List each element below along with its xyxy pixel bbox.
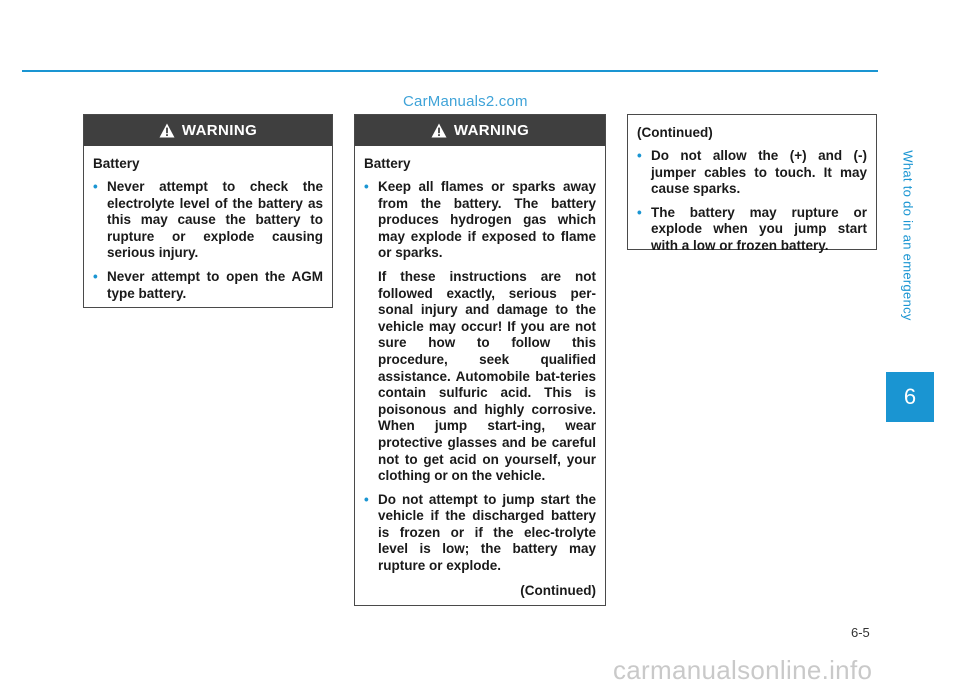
continued-box [627,114,877,253]
list-item: • Do not allow the (+) and (-) jumper cables to touch. It may cause sparks. [637,148,867,197]
page-number: 6-5 [851,625,870,640]
bullet-icon: • [637,204,642,220]
list-item: • Never attempt to open the AGM type battery. [93,268,323,301]
top-rule [22,70,878,72]
list-item: • Do not attempt to jump start the vehicle if the discharged battery is frozen or if the elec-trolyte level is low; the battery may rupture or explode. [364,491,596,574]
warning-box-2 [354,114,606,606]
warning-triangle-icon [431,123,447,138]
warning-header [355,115,605,146]
watermark-top: CarManuals2.com [403,93,528,110]
warning-header [84,115,332,146]
box-subhead: Battery [93,156,140,171]
bullet-icon: • [93,179,98,194]
warning-heading: WARNING [453,122,530,139]
section-title-vertical [896,90,920,380]
bullet-icon: • [637,148,642,163]
bullet-icon: • [93,268,98,284]
chapter-tab [886,372,934,422]
chapter-number: 6 [903,384,917,409]
bullet-icon: • [364,179,369,194]
list-item: • Never attempt to check the electrolyte level of the battery as this may cause the battery to rupture or explode causing serious injury. [93,179,323,261]
watermark-bottom: carmanualsonline.info [613,655,873,685]
continued-lead: (Continued) [637,125,713,140]
warning-triangle-icon [159,123,175,138]
box-subhead: Battery [364,156,411,171]
list-item: • Keep all flames or sparks away from the battery. The battery produces hydrogen gas which may explode if exposed to flame or sparks. [364,179,596,261]
warning-box-1 [83,114,333,308]
continued-label: (Continued) [520,582,596,598]
warning-heading: WARNING [181,122,258,139]
box-paragraph: If these instructions are not followed exactly, serious per-sonal injury and damage to the vehicle may occur! If you are not sure how to follow this procedure, seek qualified assistance. Automobile bat-teries contain sulfuric acid. This is poisonous and highly corrosive. When jump start-ing, wear protective glasses and be careful not to get acid on yourself, your clothing or on the vehicle. [378,268,596,484]
section-title-text: What to do in an emergency [900,149,916,321]
list-item: • The battery may rupture or explode when you jump start with a low or frozen battery. [637,204,867,253]
bullet-icon: • [364,491,369,507]
